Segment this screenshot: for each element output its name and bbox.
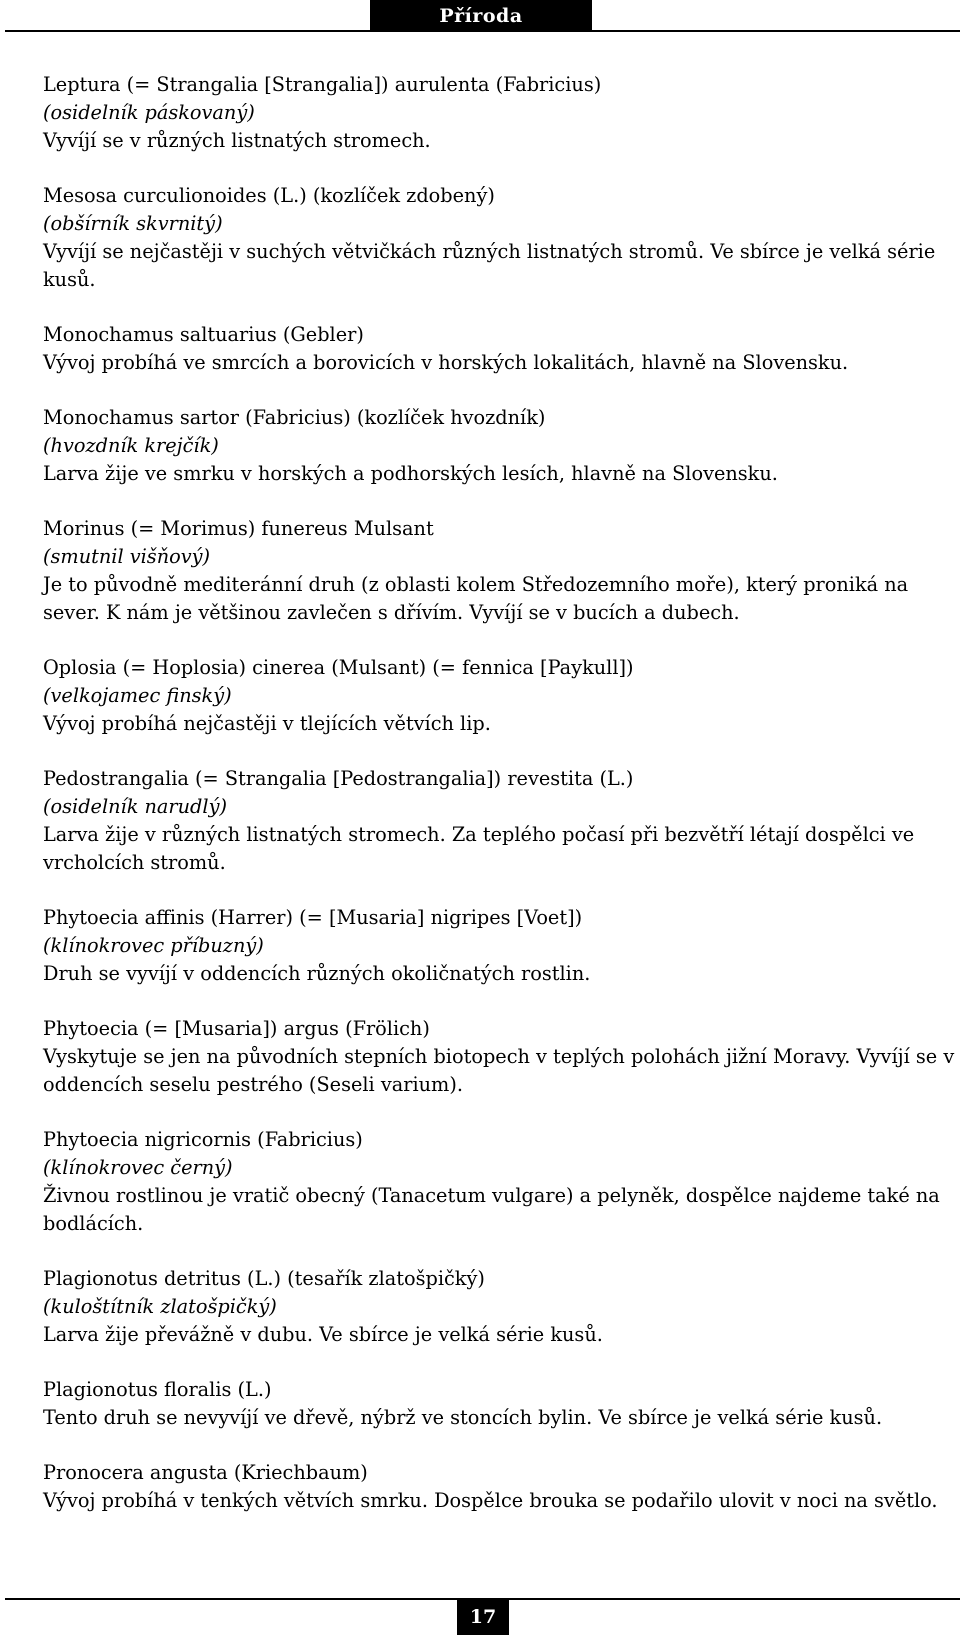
species-description: Larva žije ve smrku v horských a podhorských lesích, hlavně na Slovensku. — [43, 462, 778, 485]
species-description: Vyskytuje se jen na původních stepních biotopech v teplých polohách jižní Moravy. Vyvíjí se v oddencích seselu pestrého (Seseli varium). — [43, 1045, 955, 1096]
species-entry — [43, 71, 956, 155]
species-description: Vývoj probíhá v tenkých větvích smrku. Dospělce brouka se podařilo ulovit v noci na světlo. — [43, 1489, 938, 1512]
species-entry — [43, 321, 956, 377]
species-entry — [43, 182, 956, 294]
species-entry — [43, 515, 956, 627]
species-entry — [43, 1265, 956, 1349]
species-description: Vyvíjí se v různých listnatých stromech. — [43, 129, 431, 152]
page-number: 17 — [457, 1600, 509, 1635]
species-common-name: (osidelník páskovaný) — [43, 101, 255, 124]
species-description: Vývoj probíhá ve smrcích a borovicích v horských lokalitách, hlavně na Slovensku. — [43, 351, 849, 374]
species-common-name: (klínokrovec příbuzný) — [43, 934, 264, 957]
species-entry — [43, 654, 956, 738]
species-list — [43, 71, 956, 1542]
species-name: Monochamus sartor (Fabricius) (kozlíček hvozdník) — [43, 406, 546, 429]
species-common-name: (velkojamec finský) — [43, 684, 232, 707]
species-common-name: (obšírník skvrnitý) — [43, 212, 223, 235]
species-common-name: (osidelník narudlý) — [43, 795, 227, 818]
species-name: Leptura (= Strangalia [Strangalia]) aurulenta (Fabricius) — [43, 73, 602, 96]
species-name: Phytoecia affinis (Harrer) (= [Musaria] nigripes [Voet]) — [43, 906, 583, 929]
species-name: Mesosa curculionoides (L.) (kozlíček zdobený) — [43, 184, 495, 207]
species-description: Tento druh se nevyvíjí ve dřevě, nýbrž ve stoncích bylin. Ve sbírce je velká série kusů. — [43, 1406, 883, 1429]
species-entry — [43, 1459, 956, 1515]
species-entry — [43, 404, 956, 488]
species-name: Phytoecia (= [Musaria]) argus (Frölich) — [43, 1017, 430, 1040]
species-name: Phytoecia nigricornis (Fabricius) — [43, 1128, 363, 1151]
species-name: Oplosia (= Hoplosia) cinerea (Mulsant) (= fennica [Paykull]) — [43, 656, 634, 679]
section-header: Příroda — [370, 0, 592, 30]
species-entry — [43, 1015, 956, 1099]
header-rule — [5, 30, 960, 32]
species-name: Plagionotus floralis (L.) — [43, 1378, 272, 1401]
species-common-name: (hvozdník krejčík) — [43, 434, 219, 457]
species-description: Larva žije převážně v dubu. Ve sbírce je velká série kusů. — [43, 1323, 603, 1346]
species-entry — [43, 1376, 956, 1432]
species-entry — [43, 904, 956, 988]
species-description: Vyvíjí se nejčastěji v suchých větvičkách různých listnatých stromů. Ve sbírce je velká série kusů. — [43, 240, 936, 291]
species-common-name: (klínokrovec černý) — [43, 1156, 233, 1179]
species-name: Monochamus saltuarius (Gebler) — [43, 323, 364, 346]
species-description: Živnou rostlinou je vratič obecný (Tanacetum vulgare) a pelyněk, dospělce najdeme také na bodlácích. — [43, 1184, 940, 1235]
species-description: Vývoj probíhá nejčastěji v tlejících větvích lip. — [43, 712, 491, 735]
species-name: Pronocera angusta (Kriechbaum) — [43, 1461, 368, 1484]
species-description: Je to původně mediteránní druh (z oblasti kolem Středozemního moře), který proniká na sever. K nám je většinou zavlečen s dřívím. Vyvíjí se v bucích a dubech. — [43, 573, 909, 624]
species-common-name: (smutnil višňový) — [43, 545, 211, 568]
species-entry — [43, 1126, 956, 1238]
species-name: Morinus (= Morimus) funereus Mulsant — [43, 517, 434, 540]
species-description: Larva žije v různých listnatých stromech. Za teplého počasí při bezvětří létají dospělci ve vrcholcích stromů. — [43, 823, 915, 874]
species-name: Pedostrangalia (= Strangalia [Pedostrangalia]) revestita (L.) — [43, 767, 634, 790]
species-common-name: (kuloštítník zlatošpičký) — [43, 1295, 277, 1318]
species-entry — [43, 765, 956, 877]
species-name: Plagionotus detritus (L.) (tesařík zlatošpičký) — [43, 1267, 485, 1290]
species-description: Druh se vyvíjí v oddencích různých okoličnatých rostlin. — [43, 962, 591, 985]
